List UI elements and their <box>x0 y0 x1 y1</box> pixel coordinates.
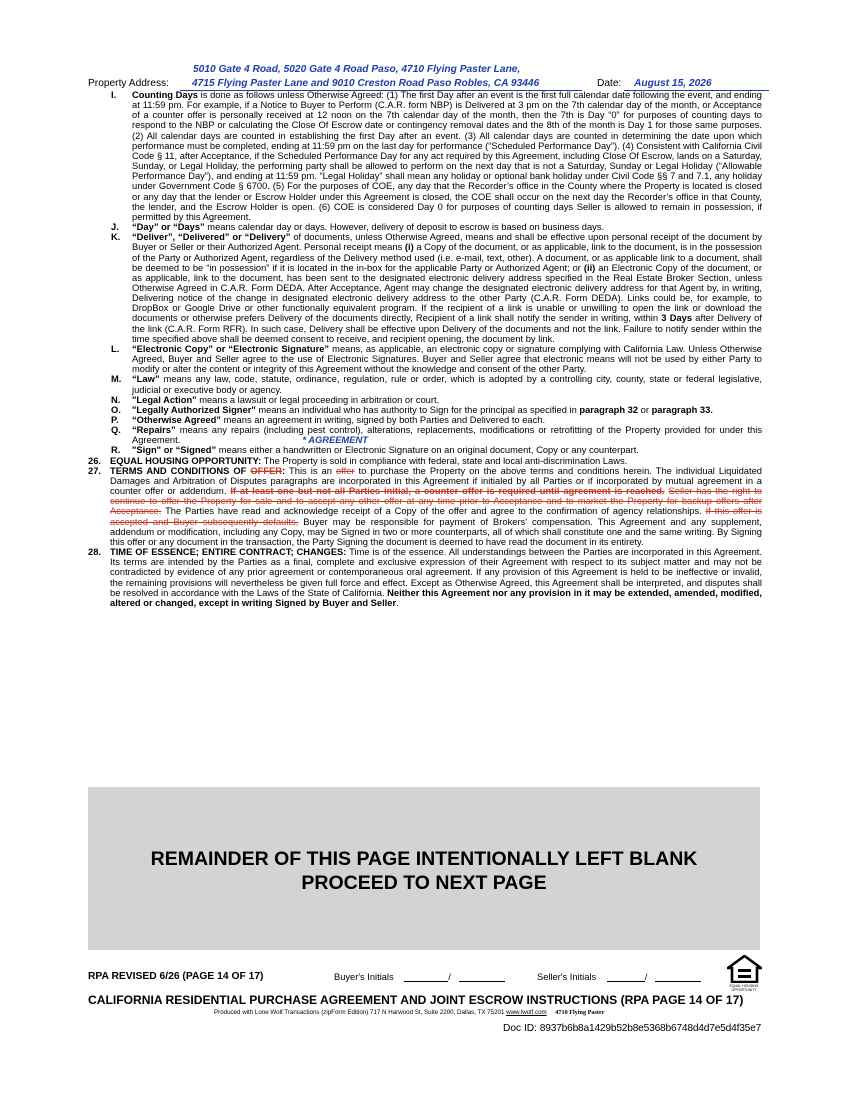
struck-offer-title: OFFER <box>250 465 283 476</box>
item-l: L. “Electronic Copy” or “Electronic Signature” means, as applicable, an electronic copy or signature complying with California Law. Unless Otherwise Agreed, Buyer and Seller agree to the use of Electronic Signatures. Buyer and Seller agree that electronic means will not be used by either Party to modify or alter the content or integrity of this Agreement without the knowledge and consent of the other Party. <box>111 343 762 375</box>
form-title: CALIFORNIA RESIDENTIAL PURCHASE AGREEMENT AND JOINT ESCROW INSTRUCTIONS (RPA PAGE 14 OF 17) <box>88 993 744 1007</box>
property-address-line1: 5010 Gate 4 Road, 5020 Gate 4 Road Paso, 4710 Flying Paster Lane, <box>193 64 521 75</box>
agreement-body <box>88 90 762 608</box>
document-id: Doc ID: 8937b6b8a1429b52b8e5368b6748d4d7e5d4f35e7 <box>503 1023 762 1034</box>
producer-credit: Produced with Lone Wolf Transactions (zipForm Edition) 717 N Harwood St, Suite 2200, Dallas, TX 75201 www.lwolf.com 4710 Flying Paster <box>214 1009 605 1016</box>
buyer-initials-field-1[interactable] <box>404 972 448 982</box>
item-q: Q. “Repairs” means any repairs (including pest control), alterations, replacements, modifications or retrofitting of the Property provided for under this Agreement. * AGREEMENT <box>111 425 762 446</box>
item-k: K. “Deliver”, “Delivered” or “Delivery” of documents, unless Otherwise Agreed, means and shall be effective upon personal receipt of the document by Buyer or Seller or their Authorized Agent. Personal receipt means (i) a Copy of the document, or as applicable, link to the document, is in the possession of the Party or Authorized Agent, regardless of the Delivery method used (i.e. e-mail, text, other). A document, or as applicable link to a document, shall be deemed to be “in possession” if it is located in the in-box for the applicable Party or Authorized Agent; or (ii) an Electronic Copy of the document, or as applicable, link to the document, has been sent to the designated electronic delivery address specified in the Real Estate Broker Section, unless Otherwise Agreed in C.A.R. Form DEDA. After Acceptance, Agent may change the designated electronic delivery address for that Agent by, in writing, Delivering notice of the change in designated electronic delivery address to the other Party (C.A.R. Form DEDA). Links could be, for example, to DropBox or Google Drive or other functionally equivalent program. If the recipient of a link is unable or unwilling to open the link or download the documents or otherwise prefers Delivery of the documents directly, Recipient of a link shall notify the sender in writing, within 3 Days after Delivery of the link (C.A.R. Form RFR). In such case, Delivery shall be effective upon Delivery of the documents and not the link. Failure to notify sender within the time specified above shall be deemed consent to receive, and recipient opening, the document by link. <box>111 232 763 344</box>
seller-initials-field-1[interactable] <box>607 972 645 982</box>
seller-initials: Seller's Initials / <box>537 972 701 982</box>
section-27: 27. TERMS AND CONDITIONS OF OFFER: This is an offer to purchase the Property on the above terms and conditions herein. The individual Liquidated Damages and Arbitration of Disputes paragraphs are incorporated in this Agreement if initialed by all Parties or if incorporated by mutual agreement in a counter offer or addendum. If at least one but not all Parties initial, a counter offer is required until agreement is reached. Seller has the right to continue to offer the Property for sale and to accept any other offer at any time prior to Acceptance and to market the Property for backup offers after Acceptance. The Parties have read and acknowledge receipt of a Copy of the offer and agree to the confirmation of agency relationships. If this offer is accepted and Buyer subsequently defaults, Buyer may be responsible for payment of Brokers' compensation. This Agreement and any supplement, addendum or modification, including any Copy, may be Signed in two or more counterparts, all of which shall constitute one and the same writing. By Signing this offer or any document in the transaction, the Party Signing the document is deemed to have read the document in its entirety. <box>88 465 763 547</box>
struck-counter-offer-clause: If at least one but not all Parties initial, a counter offer is required until agreement is reached. <box>230 486 665 497</box>
property-address-label: Property Address: <box>88 78 169 89</box>
struck-backup-offer-clause: Seller has the right to continue to offer the Property for sale and to accept any other offer at any time prior to Acceptance and to market the Property for backup offers after Acceptance. <box>110 486 763 517</box>
item-p: P. “Otherwise Agreed” means an agreement in writing, signed by both Parties and Delivered to each. <box>111 415 546 425</box>
blank-notice-line2: PROCEED TO NEXT PAGE <box>301 872 547 894</box>
blank-notice-line1: REMAINDER OF THIS PAGE INTENTIONALLY LEFT BLANK <box>150 848 698 870</box>
seller-initials-field-2[interactable] <box>655 972 701 982</box>
equal-housing-text: EQUAL HOUSING OPPORTUNITY <box>729 984 759 992</box>
buyer-initials: Buyer's Initials / <box>334 972 505 982</box>
item-o: O. "Legally Authorized Signer" means an individual who has authority to Sign for the principal as specified in paragraph 32 or paragraph 33. <box>111 404 713 415</box>
item-j: J. “Day” or “Days” means calendar day or days. However, delivery of deposit to escrow is based on business days. <box>111 222 605 233</box>
item-r: R. "Sign" or “Signed” means either a handwritten or Electronic Signature on an original document, Copy or any counterpart. <box>111 445 639 456</box>
item-n: N. "Legal Action" means a lawsuit or legal proceeding in arbitration or court. <box>111 394 440 405</box>
item-i: I. Counting Days is done as follows unless Otherwise Agreed: (1) The first Day after an event is the first full calendar date following the event, and ending at 11:59 pm. For example, if a Notice to Buyer to Perform (C.A.R. form NBP) is Delivered at 3 pm on the 7th calendar day of the month, or Acceptance of a counter offer is personally received at 12 noon on the 7th calendar day of the month, then the 7th is Day “0” for purposes of counting days to respond to the NBP or calculating the Close Of Escrow date or contingency removal dates and the 8th of the month is Day 1 for those same purposes. (2) All calendar days are counted in establishing the first Day after an event. (3) All calendar days are counted in determining the date upon which performance must be completed, ending at 11:59 pm on the last day for performance (“Scheduled Performance Day”). (4) Consistent with California Civil Code § 11, after Acceptance, if the Scheduled Performance Day for any act required by this Agreement, including Close Of Escrow, lands on a Saturday, Sunday, or Legal Holiday, the performing party shall be allowed to perform on the next day that is not a Saturday, Sunday or Legal Holiday (“Allowable Performance Day”), and ending at 11:59 pm. “Legal Holiday” shall mean any holiday or optional bank holiday under Civil Code §§ 7 and 7.1, any holiday under Government Code § 6700. (5) For the purposes of COE, any day that the Recorder’s office in the County where the Property is located is closed or any day that the lender or Escrow Holder under this Agreement is closed, the COE shall occur on the next day the Recorder’s office in that County, the lender, and the Escrow Holder is open. (6) COE is considered Day 0 for purposes of counting days Seller is allowed to remain in possession, if permitted by this Agreement. <box>111 90 762 222</box>
document-id-value: 8937b6b8a1429b52b8e5368b6748d4d7e5d4f35e7 <box>539 1023 762 1034</box>
section-28: 28. TIME OF ESSENCE; ENTIRE CONTRACT; CHANGES: Time is of the essence. All understandings between the Parties are incorporated in this Agreement. Its terms are intended by the Parties as a final, complete and exclusive expression of their Agreement with respect to its subject matter and may not be contradicted by evidence of any prior agreement or contemporaneous oral agreement. If any provision of this Agreement is held to be ineffective or invalid, the remaining provisions will nevertheless be given full force and effect. Except as Otherwise Agreed, this Agreement shall be interpreted, and disputes shall be resolved in accordance with the Laws of the State of California. Neither this Agreement nor any provision in it may be extended, amended, modified, altered or changed, except in writing Signed by Buyer and Seller. <box>88 547 763 608</box>
section-26: 26. EQUAL HOUSING OPPORTUNITY: The Property is sold in compliance with federal, state and local anti-discrimination Laws. <box>88 455 628 466</box>
property-address-line2: 4715 Flying Paster Lane and 9010 Creston Road Paso Robles, CA 93446 <box>180 78 582 91</box>
equal-housing-icon <box>727 955 762 983</box>
buyer-initials-field-2[interactable] <box>459 972 505 982</box>
blank-page-notice <box>88 787 760 950</box>
struck-default-clause: If this offer is accepted and Buyer subsequently defaults, <box>110 506 763 527</box>
lwolf-link[interactable]: www.lwolf.com <box>506 1009 547 1016</box>
date-value: August 15, 2026 <box>624 78 769 91</box>
item-m: M. “Law” means any law, code, statute, ordinance, regulation, rule or order, which is adopted by a controlling city, county, state or federal legislative, judicial or executive body or agency. <box>111 374 762 395</box>
date-label: Date: <box>597 78 622 89</box>
agreement-annotation: * AGREEMENT <box>302 435 368 446</box>
form-revision: RPA REVISED 6/26 (PAGE 14 OF 17) <box>88 971 264 982</box>
